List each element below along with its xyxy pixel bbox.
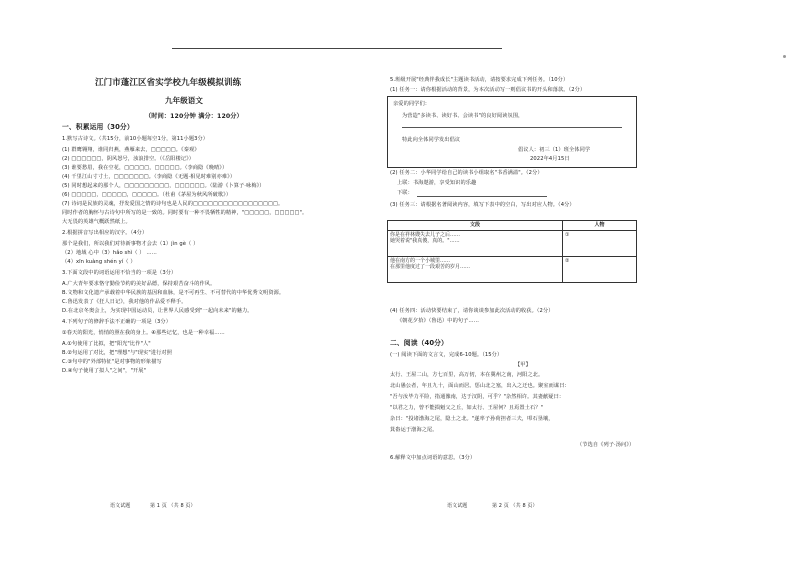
footer-page: 第 1 页 （共 8 页） — [150, 503, 196, 509]
couplet-answer-line[interactable] — [417, 196, 547, 197]
page-right — [390, 0, 794, 561]
letter-body: 为营造"多读书、读好书、会读书"的良好阅读氛围， — [402, 113, 524, 119]
table-row-text — [388, 230, 563, 256]
question-5-task1: (1) 任务一：请你根据活动的背景，为本次活动写一则倡议书的开头和落款。（2分） — [390, 87, 586, 93]
question-line: 1.默写古诗文。（共15分，前10小题每空1分，第11小题3分） — [62, 136, 209, 142]
footer-subject: 语文试题 — [110, 503, 131, 509]
table-header-text: 文段 — [388, 221, 563, 231]
passage-line: "吾与汝毕力平险，指通豫南，达于汉阴，可乎？"杂然相许。其妻献疑曰： — [390, 394, 565, 400]
section-reading: 二、阅读（40分） — [390, 339, 448, 347]
letter-date: 2022年4月15日 — [530, 156, 570, 162]
question-line: （2）地域 心中（3）hǎo shì（ ） …… — [62, 250, 157, 256]
question-5-task3: (3) 任务三：请根据名著阅读内容，填写下表中的空白，写出对应人物。（4分） — [390, 202, 575, 208]
question-line: ①春天的阳光，悄悄的照在我的身上。④那些记忆，也是一种幸福…… — [62, 330, 225, 336]
question-line: A.①句使用了比拟，把"阳光"比作"人" — [62, 341, 151, 347]
passage-label: 【甲】 — [515, 362, 531, 368]
table-cell-line: 他在南方的一个小城里…… — [390, 257, 451, 264]
question-line: B.②句运用了对比，把"理想"与"现实"进行对照 — [62, 350, 172, 356]
question-line: （4）xīn kuàng shén yí（ ） — [62, 259, 136, 265]
question-6: 6.解释文中加点词语的意思。（3分） — [390, 455, 476, 461]
couplet-first: 上联：书海遨游，享受知识的乐趣 — [397, 180, 477, 186]
table-mark: ② — [565, 257, 570, 264]
question-line: D.④句子使用了拟人"之间"，"开展" — [62, 368, 146, 374]
question-line: (7) 诗词是民族的灵魂，抒发爱国之情的诗句也是人民的□□□□□□□□□□□□□□□□□。 — [62, 201, 284, 207]
question-5: 5.班级开展"经典伴我成长"主题读书活动，请按要求完成下列任务。（10分） — [390, 77, 569, 83]
reading-intro: (一) 阅读下面的文言文，完成6-10题。（15分） — [390, 352, 503, 358]
exam-meta: （时间：120分钟 满分：120分） — [145, 113, 243, 120]
couplet-second: 下联： — [397, 190, 413, 196]
letter-signature: 倡议人：初三（1）班全体同学 — [518, 147, 591, 153]
table-answer-cell[interactable] — [563, 230, 637, 256]
question-5-task4-detail: 《朝花夕拾》（鲁迅）中的句子…… — [397, 318, 480, 324]
question-line: A.广大青年要求恪守勤俭节约的美好品德，保持艰苦奋斗的作风。 — [62, 281, 216, 287]
footer-page: 第 2 页 （共 8 页） — [492, 503, 538, 509]
letter-close: 特此向全体同学发出倡议 — [402, 137, 461, 143]
character-table — [387, 220, 637, 283]
question-line: (4) 千里江山寸寸土，□□□□□□□。（李商隐《无题·相见时难别亦难》） — [62, 174, 236, 180]
table-mark: ① — [565, 231, 570, 238]
table-cell-line: 在那里他度过了一段艰苦的岁月…… — [390, 264, 471, 270]
question-line: C.鲁迅发表了《狂人日记》，我对他的作品爱不释手。 — [62, 299, 187, 305]
passage-line: "以君之力，曾不能损魁父之丘，如太行、王屋何？且焉置土石？" — [390, 405, 544, 411]
table-cell-line: 你是在祥林嫂失去儿子之后…… — [390, 231, 461, 238]
question-line: (2) □□□□□□，阴风怒号，浊浪排空。（《岳阳楼记》） — [62, 156, 195, 162]
exam-title: 江门市蓬江区省实学校九年级模拟训练 — [95, 78, 242, 88]
question-line: 同时作者的胸怀与古诗句中所写的是一致的。同时要有一种不畏牺牲的精神，"□□□□□，□□□□□"。 — [62, 210, 308, 216]
table-header-person: 人物 — [563, 221, 637, 231]
passage-source: （节选自《列子·汤问》） — [577, 442, 635, 448]
question-line: 大无畏的英雄气概跃然纸上。 — [62, 219, 131, 225]
question-line: (6) □□□□□，□□□□□，□□□□□。（杜甫《茅屋为秋风所破歌》） — [62, 192, 232, 198]
question-line: 2.根据拼音写出相应的汉字。（4分） — [62, 230, 148, 236]
letter-greeting: 亲爱的同学们： — [393, 101, 431, 107]
question-line: 那个是我们，所以我们对待新事物才会去（1）jìn gè（ ） — [62, 241, 199, 247]
question-line: (3) 谁要愁眉，我在空花，□□□□□，□□□□□。（李商隐《晚晴》） — [62, 165, 228, 171]
question-5-task2: (2) 任务二：小华同学给自己的读书小组取名"书香满溢"。（2分） — [390, 170, 543, 176]
letter-box — [387, 96, 637, 168]
question-line: 4.下列句子的修辞手法不正确的一项是（3分） — [62, 319, 172, 325]
question-line: D.在北京冬奥会上，为实现中国运动员，让世界人民感受到"一起向未来"的魅力。 — [62, 308, 253, 314]
question-line: B.文物和文化遗产承载着中华民族的基因和血脉，是不可再生、不可替代的中华优秀文明资源。 — [62, 290, 285, 296]
table-cell-line: 她哭着说"我真傻，真的。"…… — [390, 238, 460, 244]
passage-line: 箕畚运于渤海之尾。 — [390, 427, 438, 433]
passage-line: 杂曰："投诸渤海之尾，隐土之北。"遂率子孙荷担者三夫，叩石垦壤， — [390, 416, 554, 422]
answer-line[interactable] — [402, 127, 622, 128]
passage-line: 北山愚公者，年且九十，面山而居。惩山北之塞，出入之迂也。聚室而谋曰： — [390, 383, 570, 389]
question-line: (1) 群鹰翱翔，谁同归燕，燕雁来去，□□□□□。《秦观》 — [62, 147, 200, 153]
footer-subject: 语文试题 — [447, 503, 468, 509]
exam-subtitle: 九年级语文 — [165, 96, 203, 105]
table-answer-cell[interactable] — [563, 256, 637, 282]
question-line: (5) 同时想起来的那个人，□□□□□□□□□，□□□□□□。（陆游《卜算子·咏梅》） — [62, 183, 265, 189]
section-heading: 一、积累运用（30分） — [62, 123, 134, 131]
question-line: 3.下面文段中的词语运用不恰当的一项是（3分） — [62, 270, 177, 276]
question-line: C.③句中的"外部特征"是对事物的形象描写 — [62, 359, 162, 365]
table-row-text — [388, 256, 563, 282]
passage-line: 太行、王屋二山，方七百里，高万仞，本在冀州之南，河阳之北。 — [390, 372, 544, 378]
question-5-task4: (4) 任务四：活动快要结束了，请你谈谈参加此次活动的收获。（2分） — [390, 308, 554, 314]
